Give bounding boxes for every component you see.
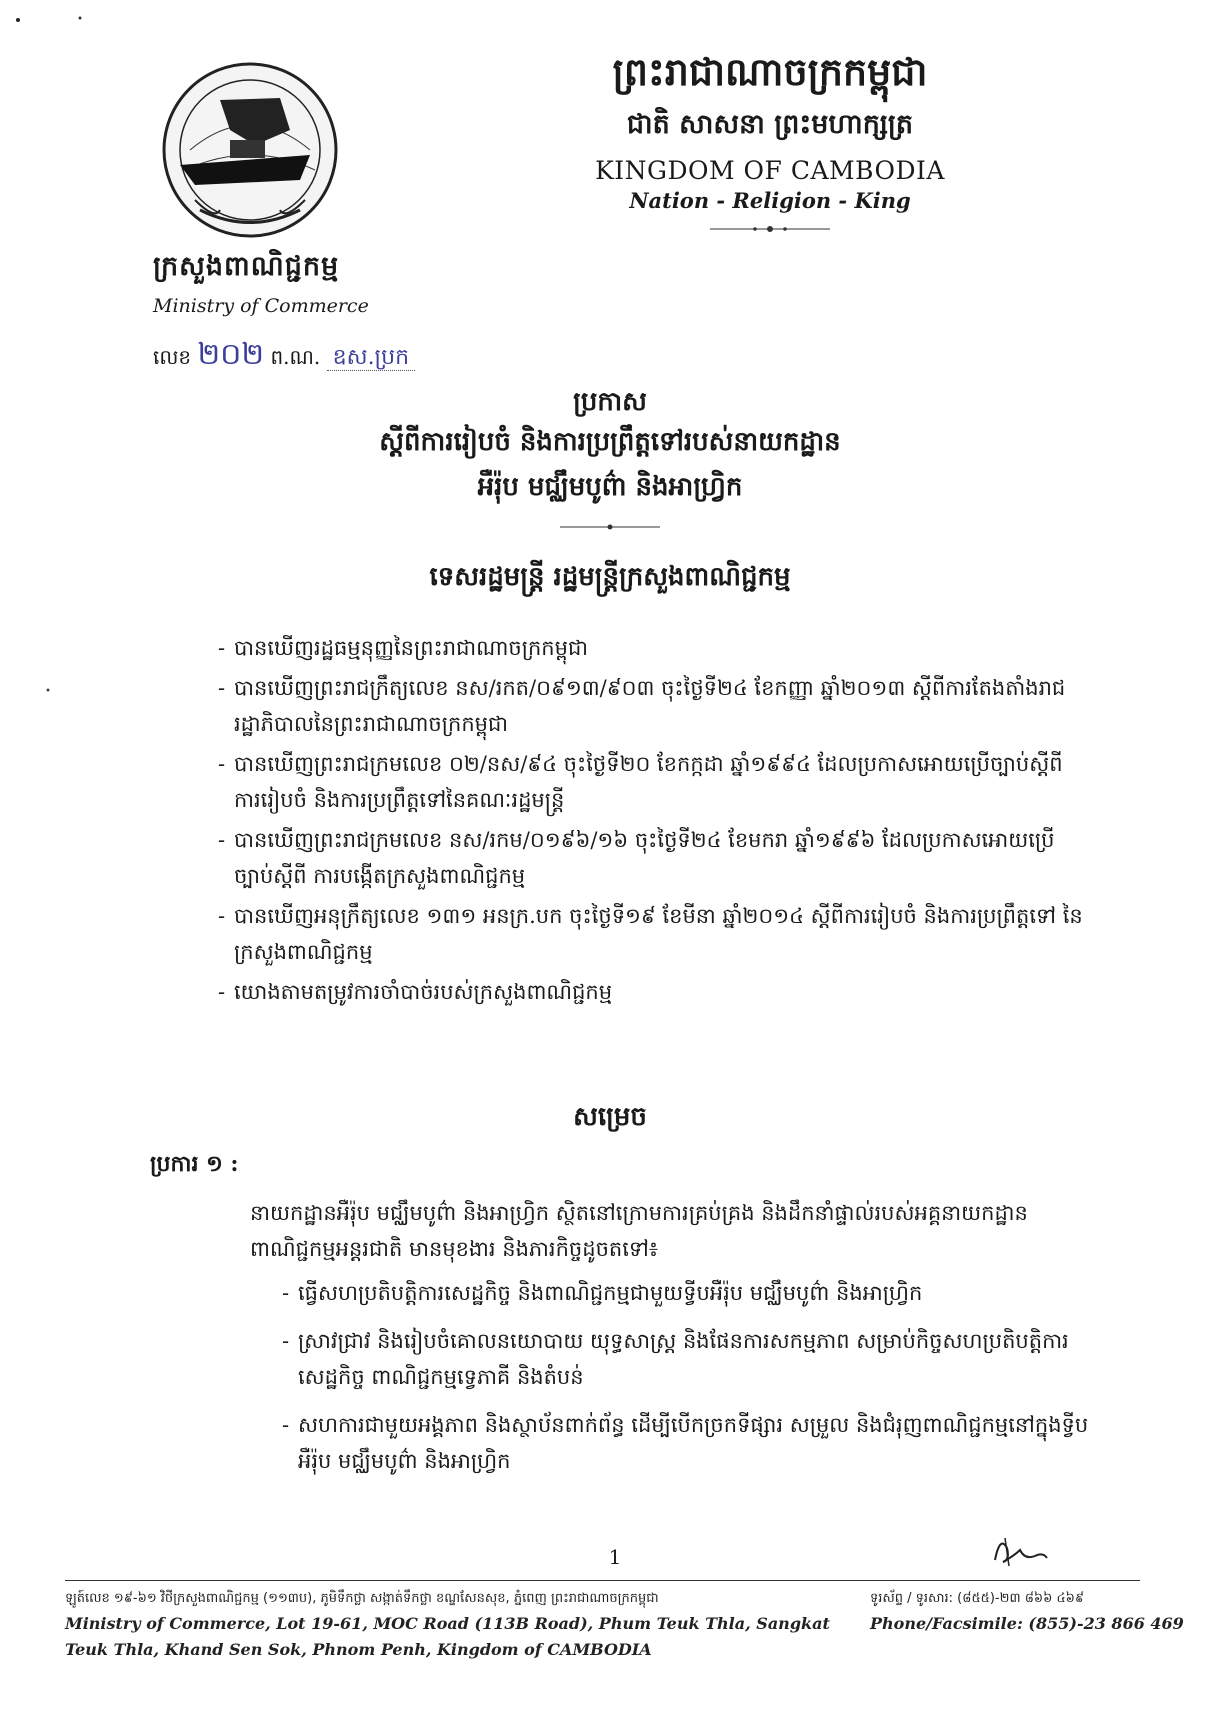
recital-item: - យោងតាមតម្រូវការចាំបាច់របស់ក្រសួងពាណិជ្ជកម្ម: [218, 974, 1088, 1010]
footer-address-khmer: ឡូត៍លេខ ១៩-៦១ វិថីក្រសួងពាណិជ្ជកម្ម (១១៣ប), ភូមិទឹកថ្លា សង្កាត់ទឹកថ្លា ខណ្ឌសែនសុខ, ភ្នំពេញ ព្រះរាជាណាចក្រកម្ពុជា: [65, 1591, 659, 1606]
article-1-label: ប្រការ ១ :: [150, 1151, 239, 1177]
motto-khmer: ជាតិ សាសនា ព្រះមហាក្សត្រ: [626, 109, 914, 140]
ministry-name-khmer: ក្រសួងពាណិជ្ជកម្ម: [153, 251, 340, 282]
initials-signature: [985, 1530, 1055, 1570]
motto-english: Nation - Religion - King: [629, 188, 911, 213]
reference-number: ២០២: [197, 337, 265, 372]
recital-item: - បានឃើញអនុក្រឹត្យលេខ ១៣១ អនក្រ.បក ចុះថ្ងៃទី១៩ ខែមីនា ឆ្នាំ២០១៤ ស្តីពីការរៀបចំ និងការប្រព្រឹត្តទៅ នៃក្រសួងពាណិជ្ជកម្ម: [218, 898, 1088, 970]
footer-phone-khmer: ទូរស័ព្ទ / ទូរសារ: (៨៥៥)-២៣ ៨៦៦ ៤៦៩: [870, 1591, 1085, 1606]
recitals-list: [218, 630, 1088, 1014]
ministry-logo: [160, 60, 340, 240]
reference-label: លេខ: [153, 345, 192, 369]
reference-code: ព.ណ.: [270, 345, 321, 369]
kingdom-title-english: KINGDOM OF CAMBODIA: [595, 156, 945, 185]
duty-item: - ធ្វើសហប្រតិបត្តិការសេដ្ឋកិច្ច និងពាណិជ្ជកម្មជាមួយទ្វីបអឺរ៉ុប មជ្ឈឹមបូព៌ា និងអាហ្វ្រិក: [282, 1275, 1092, 1311]
footer-address-english-line2: Teuk Thla, Khand Sen Sok, Phnom Penh, Kingdom of CAMBODIA: [65, 1640, 652, 1659]
kingdom-title-khmer: ព្រះរាជាណាចក្រកម្ពុជា: [612, 49, 928, 94]
article-1-body: នាយកដ្ឋានអឺរ៉ុប មជ្ឈឹមបូព៌ា និងអាហ្វ្រិក ស្ថិតនៅក្រោមការគ្រប់គ្រង និងដឹកនាំផ្ទាល់របស់អគ្គនាយកដ្ឋានពាណិជ្ជកម្មអន្តរជាតិ មានមុខងារ និងភារកិច្ចដូចតទៅ៖: [250, 1201, 1028, 1261]
reference-line: [153, 335, 415, 379]
header-ornament: [710, 222, 830, 236]
footer-address-english-line1: Ministry of Commerce, Lot 19-61, MOC Road (113B Road), Phum Teuk Thla, Sangkat: [65, 1614, 830, 1633]
duties-list: [282, 1275, 1092, 1491]
duty-item: - ស្រាវជ្រាវ និងរៀបចំគោលនយោបាយ យុទ្ធសាស្ត្រ និងផែនការសកម្មភាព សម្រាប់កិច្ចសហប្រតិបត្តិការសេដ្ឋកិច្ច ពាណិជ្ជកម្មទ្វេភាគី និងតំបន់: [282, 1323, 1092, 1395]
minister-title: ទេសរដ្ឋមន្ត្រី រដ្ឋមន្ត្រីក្រសួងពាណិជ្ជកម្ម: [429, 562, 791, 592]
footer-divider: [65, 1580, 1140, 1581]
recital-item: - បានឃើញព្រះរាជក្រមលេខ នស/រកម/០១៩៦/១៦ ចុះថ្ងៃទី២៤ ខែមករា ឆ្នាំ១៩៩៦ ដែលប្រកាសអោយប្រើច្បាប់ស្តីពី ការបង្កើតក្រសួងពាណិជ្ជកម្ម: [218, 822, 1088, 894]
footer-phone-english: Phone/Facsimile: (855)-23 866 469: [870, 1614, 1184, 1633]
document-subtitle-line1: ស្តីពីការរៀបចំ និងការប្រព្រឹត្តទៅរបស់នាយកដ្ឋាន: [379, 427, 841, 457]
ministry-name-english: Ministry of Commerce: [153, 295, 369, 317]
recital-item: - បានឃើញព្រះរាជក្រមលេខ ០២/នស/៩៤ ចុះថ្ងៃទី២០ ខែកក្កដា ឆ្នាំ១៩៩៤ ដែលប្រកាសអោយប្រើច្បាប់ស្តីពី ការរៀបចំ និងការប្រព្រឹត្តទៅនៃគណៈរដ្ឋមន្ត្រី: [218, 746, 1088, 818]
reference-date: ឧស.ប្រក: [327, 345, 415, 371]
title-ornament: [560, 520, 660, 534]
recital-item: - បានឃើញរដ្ឋធម្មនុញ្ញនៃព្រះរាជាណាចក្រកម្ពុជា: [218, 630, 1088, 666]
document-title: ប្រកាស: [573, 387, 647, 417]
recital-item: - បានឃើញព្រះរាជក្រឹត្យលេខ នស/រកត/០៩១៣/៩០៣ ចុះថ្ងៃទី២៤ ខែកញ្ញា ឆ្នាំ២០១៣ ស្តីពីការតែងតាំងរាជរដ្ឋាភិបាលនៃព្រះរាជាណាចក្រកម្ពុជា: [218, 670, 1088, 742]
decision-heading: សម្រេច: [573, 1102, 647, 1132]
duty-item: - សហការជាមួយអង្គភាព និងស្ថាប័នពាក់ព័ន្ធ ដើម្បីបើកច្រកទីផ្សារ សម្រួល និងជំរុញពាណិជ្ជកម្មនៅក្នុងទ្វីបអឺរ៉ុប មជ្ឈឹមបូព៌ា និងអាហ្វ្រិក: [282, 1407, 1092, 1479]
page-number: 1: [608, 1545, 622, 1569]
document-subtitle-line2: អឺរ៉ុប មជ្ឈឹមបូព៌ា និងអាហ្វ្រិក: [477, 472, 743, 502]
